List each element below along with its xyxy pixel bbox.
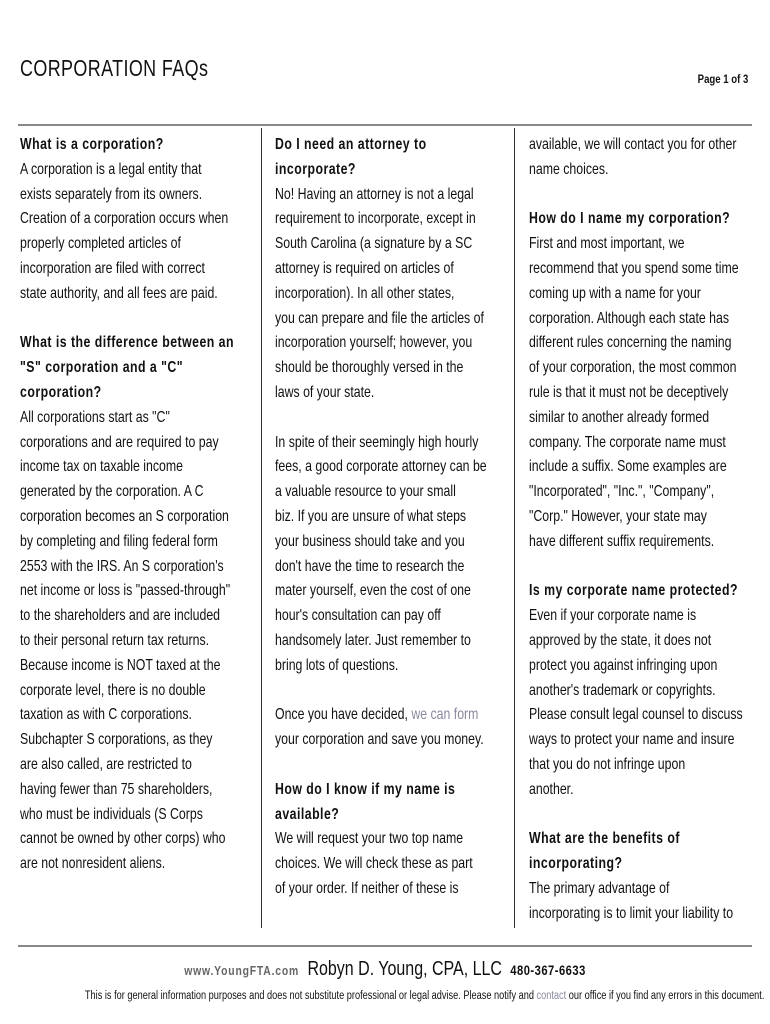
faq-question-line bbox=[20, 133, 245, 158]
line-text: 2553 with the IRS. An S corporation's bbox=[20, 557, 224, 575]
line-text: available? bbox=[275, 805, 340, 823]
faq-question-line bbox=[529, 579, 754, 604]
line-text: The primary advantage of bbox=[529, 879, 670, 897]
faq-answer-line bbox=[529, 406, 754, 431]
line-text: How do I name my corporation? bbox=[529, 210, 731, 228]
line-text: "S" corporation and a "C" bbox=[20, 359, 184, 377]
paragraph-gap bbox=[529, 183, 754, 208]
line-text: We will request your two top name bbox=[275, 830, 464, 848]
faq-answer-line bbox=[529, 133, 754, 158]
faq-answer-line bbox=[529, 431, 754, 456]
line-text: by completing and filing federal form bbox=[20, 532, 218, 550]
header-divider bbox=[18, 124, 752, 126]
line-text: have different suffix requirements. bbox=[529, 532, 715, 550]
line-text: corporation? bbox=[20, 383, 102, 401]
faq-answer-line bbox=[20, 753, 245, 778]
line-text: generated by the corporation. A C bbox=[20, 483, 204, 501]
faq-answer-line bbox=[20, 232, 245, 257]
line-text: protect you against infringing upon bbox=[529, 656, 718, 674]
line-text: company. The corporate name must bbox=[529, 433, 726, 451]
faq-answer-line bbox=[275, 827, 500, 852]
faq-answer-line bbox=[529, 331, 754, 356]
line-text: similar to another already formed bbox=[529, 408, 710, 426]
footer-contact-line bbox=[0, 958, 770, 981]
line-text: handsomely later. Just remember to bbox=[275, 631, 471, 649]
line-text: state authority, and all fees are paid. bbox=[20, 284, 218, 302]
faq-question-line bbox=[529, 852, 754, 877]
line-text: Subchapter S corporations, as they bbox=[20, 731, 213, 749]
line-text: incorporating is to limit your liability to bbox=[529, 904, 734, 922]
line-text: "Corp." However, your state may bbox=[529, 507, 707, 525]
faq-answer-line bbox=[529, 703, 754, 728]
line-text: include a suffix. Some examples are bbox=[529, 458, 727, 476]
faq-answer-line bbox=[529, 480, 754, 505]
line-text: of your corporation, the most common bbox=[529, 359, 737, 377]
column-2 bbox=[275, 133, 563, 902]
faq-question-line bbox=[275, 133, 500, 158]
faq-question-line bbox=[20, 356, 245, 381]
faq-answer-line bbox=[20, 183, 245, 208]
line-text: income tax on taxable income bbox=[20, 458, 184, 476]
line-text: attorney is required on articles of bbox=[275, 259, 454, 277]
faq-answer-line bbox=[275, 455, 500, 480]
faq-answer-line bbox=[529, 232, 754, 257]
line-text: who must be individuals (S Corps bbox=[20, 805, 203, 823]
faq-answer-line bbox=[275, 232, 500, 257]
faq-answer-line bbox=[20, 406, 245, 431]
faq-answer-line bbox=[275, 654, 500, 679]
line-text: mater yourself, even the cost of one bbox=[275, 582, 471, 600]
line-text: available, we will contact you for other bbox=[529, 136, 737, 153]
line-text: incorporation are filed with correct bbox=[20, 259, 205, 277]
line-text: In spite of their seemingly high hourly bbox=[275, 433, 479, 451]
faq-answer-line bbox=[20, 827, 245, 852]
faq-answer-line bbox=[529, 629, 754, 654]
line-text: name choices. bbox=[529, 160, 609, 178]
faq-answer-line bbox=[275, 331, 500, 356]
faq-answer-line bbox=[275, 307, 500, 332]
website-link[interactable]: www.YoungFTA.com bbox=[184, 963, 300, 978]
line-text: different rules concerning the naming bbox=[529, 334, 732, 352]
line-text: bring lots of questions. bbox=[275, 656, 399, 674]
faq-answer-line bbox=[20, 555, 245, 580]
faq-answer-line bbox=[529, 728, 754, 753]
column-divider bbox=[514, 128, 515, 928]
line-text: properly completed articles of bbox=[20, 235, 181, 253]
faq-answer-line bbox=[20, 852, 245, 877]
faq-question-line bbox=[20, 331, 245, 356]
line-text: corporation. Although each state has bbox=[529, 309, 730, 327]
faq-question-line bbox=[275, 778, 500, 803]
line-text: you can prepare and file the articles of bbox=[275, 309, 484, 327]
page-title: CORPORATION FAQs bbox=[20, 55, 209, 81]
disclaimer-text: our office if you find any errors in this document. bbox=[566, 990, 765, 1002]
faq-answer-line bbox=[275, 356, 500, 381]
page-number: Page 1 of 3 bbox=[697, 72, 748, 86]
footer-disclaimer bbox=[0, 986, 770, 1004]
faq-answer-line bbox=[275, 505, 500, 530]
faq-answer-line bbox=[529, 356, 754, 381]
faq-answer-line bbox=[529, 307, 754, 332]
line-text: Because income is NOT taxed at the bbox=[20, 656, 221, 674]
faq-answer-line bbox=[20, 257, 245, 282]
faq-question-line bbox=[275, 158, 500, 183]
order-link[interactable]: we can form bbox=[411, 706, 479, 724]
faq-answer-line bbox=[20, 530, 245, 555]
faq-answer-line bbox=[275, 555, 500, 580]
line-text: biz. If you are unsure of what steps bbox=[275, 507, 467, 525]
faq-answer-line bbox=[529, 505, 754, 530]
paragraph-gap bbox=[275, 753, 500, 778]
faq-answer-line bbox=[275, 381, 500, 406]
faq-answer-line bbox=[529, 604, 754, 629]
faq-answer-line bbox=[529, 282, 754, 307]
line-text: Is my corporate name protected? bbox=[529, 582, 738, 600]
line-text: All corporations start as "C" bbox=[20, 408, 170, 426]
line-text: Do I need an attorney to bbox=[275, 136, 427, 153]
line-text: should be thoroughly versed in the bbox=[275, 359, 464, 377]
faq-answer-line bbox=[20, 480, 245, 505]
line-text: incorporation). In all other states, bbox=[275, 284, 455, 302]
line-text: coming up with a name for your bbox=[529, 284, 701, 302]
line-text: to the shareholders and are included bbox=[20, 607, 221, 625]
line-text: another's trademark or copyrights. bbox=[529, 681, 716, 699]
line-text: corporation becomes an S corporation bbox=[20, 507, 229, 525]
line-text: requirement to incorporate, except in bbox=[275, 210, 476, 228]
faq-answer-line bbox=[529, 902, 754, 927]
faq-answer-line bbox=[529, 877, 754, 902]
column-1 bbox=[20, 133, 308, 877]
line-text: What is the difference between an bbox=[20, 334, 235, 352]
line-text: incorporate? bbox=[275, 160, 356, 178]
faq-question-line bbox=[529, 207, 754, 232]
faq-answer-line bbox=[529, 530, 754, 555]
line-text: Please consult legal counsel to discuss bbox=[529, 706, 743, 724]
column-divider bbox=[261, 128, 262, 928]
line-text: having fewer than 75 shareholders, bbox=[20, 780, 213, 798]
faq-answer-line bbox=[529, 778, 754, 803]
faq-answer-line bbox=[20, 158, 245, 183]
faq-answer-line bbox=[20, 431, 245, 456]
faq-answer-line bbox=[20, 679, 245, 704]
line-text: a valuable resource to your small bbox=[275, 483, 456, 501]
firm-name: Robyn D. Young, CPA, LLC bbox=[307, 958, 502, 980]
column-3 bbox=[529, 133, 770, 927]
line-text: of your order. If neither of these is bbox=[275, 879, 459, 897]
paragraph-gap bbox=[275, 679, 500, 704]
line-text: your corporation and save you money. bbox=[275, 731, 484, 749]
line-text: "Incorporated", "Inc.", "Company", bbox=[529, 483, 715, 501]
line-text: to their personal return tax returns. bbox=[20, 631, 210, 649]
line-text: corporate level, there is no double bbox=[20, 681, 206, 699]
faq-answer-line bbox=[275, 728, 500, 753]
faq-answer-line bbox=[275, 852, 500, 877]
faq-answer-line bbox=[529, 158, 754, 183]
faq-answer-line bbox=[20, 703, 245, 728]
disclaimer-text: This is for general information purposes and does not substitute professional or legal advise. Please notify and bbox=[84, 990, 537, 1002]
faq-answer-line bbox=[529, 455, 754, 480]
faq-answer-line bbox=[20, 654, 245, 679]
line-text: How do I know if my name is bbox=[275, 780, 456, 798]
faq-answer-line bbox=[275, 183, 500, 208]
faq-answer-line bbox=[20, 728, 245, 753]
line-text: another. bbox=[529, 780, 574, 798]
faq-answer-line bbox=[20, 207, 245, 232]
faq-answer-line bbox=[275, 431, 500, 456]
faq-answer-line bbox=[529, 753, 754, 778]
line-text: hour's consultation can pay off bbox=[275, 607, 441, 625]
faq-answer-line bbox=[529, 381, 754, 406]
footer-divider bbox=[18, 945, 752, 947]
paragraph-gap bbox=[20, 307, 245, 332]
line-text: Even if your corporate name is bbox=[529, 607, 697, 625]
line-text: approved by the state, it does not bbox=[529, 631, 712, 649]
faq-answer-line bbox=[275, 282, 500, 307]
line-text: First and most important, we bbox=[529, 235, 685, 253]
faq-answer-line bbox=[529, 257, 754, 282]
line-text: A corporation is a legal entity that bbox=[20, 160, 202, 178]
line-text: that you do not infringe upon bbox=[529, 755, 686, 773]
line-text: recommend that you spend some time bbox=[529, 259, 739, 277]
faq-answer-line bbox=[275, 579, 500, 604]
faq-answer-line bbox=[20, 629, 245, 654]
line-text: ways to protect your name and insure bbox=[529, 731, 735, 749]
line-text: What are the benefits of bbox=[529, 830, 680, 848]
paragraph-gap bbox=[275, 406, 500, 431]
line-text: are not nonresident aliens. bbox=[20, 855, 166, 873]
line-text: cannot be owned by other corps) who bbox=[20, 830, 226, 848]
line-text: fees, a good corporate attorney can be bbox=[275, 458, 487, 476]
line-text: exists separately from its owners. bbox=[20, 185, 203, 203]
faq-answer-line bbox=[275, 703, 500, 728]
line-text: choices. We will check these as part bbox=[275, 855, 473, 873]
faq-answer-line bbox=[529, 679, 754, 704]
line-text: No! Having an attorney is not a legal bbox=[275, 185, 474, 203]
faq-answer-line bbox=[275, 207, 500, 232]
line-text: are also called, are restricted to bbox=[20, 755, 192, 773]
faq-question-line bbox=[275, 803, 500, 828]
line-text: corporations and are required to pay bbox=[20, 433, 219, 451]
line-text: South Carolina (a signature by a SC bbox=[275, 235, 473, 253]
line-text: don't have the time to research the bbox=[275, 557, 465, 575]
phone-number: 480-367-6633 bbox=[510, 962, 586, 978]
faq-answer-line bbox=[20, 778, 245, 803]
line-text: your business should take and you bbox=[275, 532, 465, 550]
faq-answer-line bbox=[275, 257, 500, 282]
faq-answer-line bbox=[20, 579, 245, 604]
faq-answer-line bbox=[20, 604, 245, 629]
faq-answer-line bbox=[20, 455, 245, 480]
line-text: rule is that it must not be deceptively bbox=[529, 383, 729, 401]
line-text: incorporation yourself; however, you bbox=[275, 334, 473, 352]
paragraph-gap bbox=[529, 555, 754, 580]
faq-answer-line bbox=[20, 505, 245, 530]
faq-answer-line bbox=[275, 604, 500, 629]
paragraph-gap bbox=[529, 803, 754, 828]
faq-answer-line bbox=[275, 629, 500, 654]
line-text: Once you have decided, bbox=[275, 706, 412, 724]
faq-answer-line bbox=[20, 803, 245, 828]
faq-answer-line bbox=[275, 480, 500, 505]
line-text: taxation as with C corporations. bbox=[20, 706, 192, 724]
line-text: What is a corporation? bbox=[20, 136, 164, 153]
line-text: incorporating? bbox=[529, 855, 623, 873]
contact-link[interactable]: contact bbox=[536, 990, 567, 1002]
line-text: Creation of a corporation occurs when bbox=[20, 210, 229, 228]
line-text: laws of your state. bbox=[275, 383, 375, 401]
faq-question-line bbox=[20, 381, 245, 406]
faq-answer-line bbox=[275, 530, 500, 555]
faq-question-line bbox=[529, 827, 754, 852]
line-text: net income or loss is "passed-through" bbox=[20, 582, 231, 600]
faq-answer-line bbox=[275, 877, 500, 902]
faq-answer-line bbox=[529, 654, 754, 679]
faq-answer-line bbox=[20, 282, 245, 307]
